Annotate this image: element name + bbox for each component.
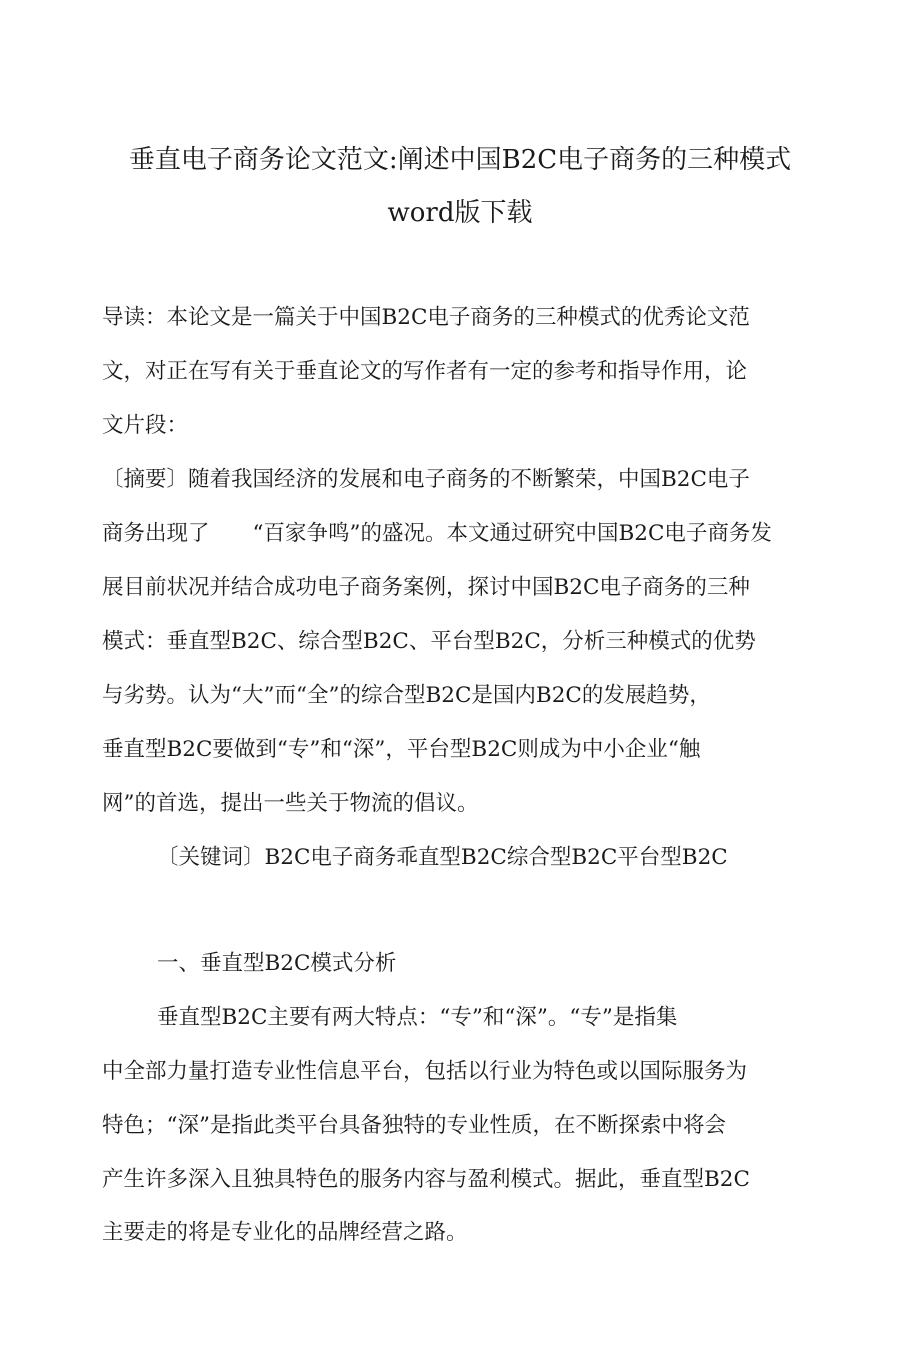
section-paragraph-line: 产生许多深入且独具特色的服务内容与盈利模式。据此，垂直型B2C — [102, 1167, 750, 1192]
section-paragraph-line: 垂直型B2C主要有两大特点：“专”和“深”。“专”是指集 — [157, 1005, 678, 1030]
abstract-line: 网”的首选，提出一些关于物流的倡议。 — [102, 791, 479, 816]
document-title-line-1: 垂直电子商务论文范文:阐述中国B2C电子商务的三种模式 — [128, 145, 792, 175]
section-paragraph-line: 中全部力量打造专业性信息平台，包括以行业为特色或以国际服务为 — [102, 1059, 748, 1084]
abstract-line: 垂直型B2C要做到“专”和“深”，平台型B2C则成为中小企业“触 — [102, 737, 701, 762]
abstract-line: 与劣势。认为“大”而“全”的综合型B2C是国内B2C的发展趋势， — [102, 683, 711, 708]
abstract-line: 模式：垂直型B2C、综合型B2C、平台型B2C，分析三种模式的优势 — [102, 629, 756, 654]
abstract-line: 展目前状况并结合成功电子商务案例，探讨中国B2C电子商务的三种 — [102, 575, 750, 600]
document-title-line-2: word版下载 — [387, 198, 533, 228]
intro-line: 文片段： — [102, 413, 189, 438]
intro-line: 文，对正在写有关于垂直论文的写作者有一定的参考和指导作用，论 — [102, 359, 748, 384]
section-heading: 一、垂直型B2C模式分析 — [157, 951, 397, 976]
section-paragraph-line: 主要走的将是专业化的品牌经营之路。 — [102, 1220, 468, 1245]
intro-line: 导读：本论文是一篇关于中国B2C电子商务的三种模式的优秀论文范 — [102, 305, 750, 330]
abstract-line: 商务出现了 “百家争鸣”的盛况。本文通过研究中国B2C电子商务发 — [102, 521, 772, 546]
abstract-line: 〔摘要〕随着我国经济的发展和电子商务的不断繁荣，中国B2C电子 — [102, 467, 750, 492]
keywords-line: 〔关键词〕B2C电子商务乖直型B2C综合型B2C平台型B2C — [157, 845, 728, 870]
section-paragraph-line: 特色；“深”是指此类平台具备独特的专业性质，在不断探索中将会 — [102, 1113, 726, 1138]
